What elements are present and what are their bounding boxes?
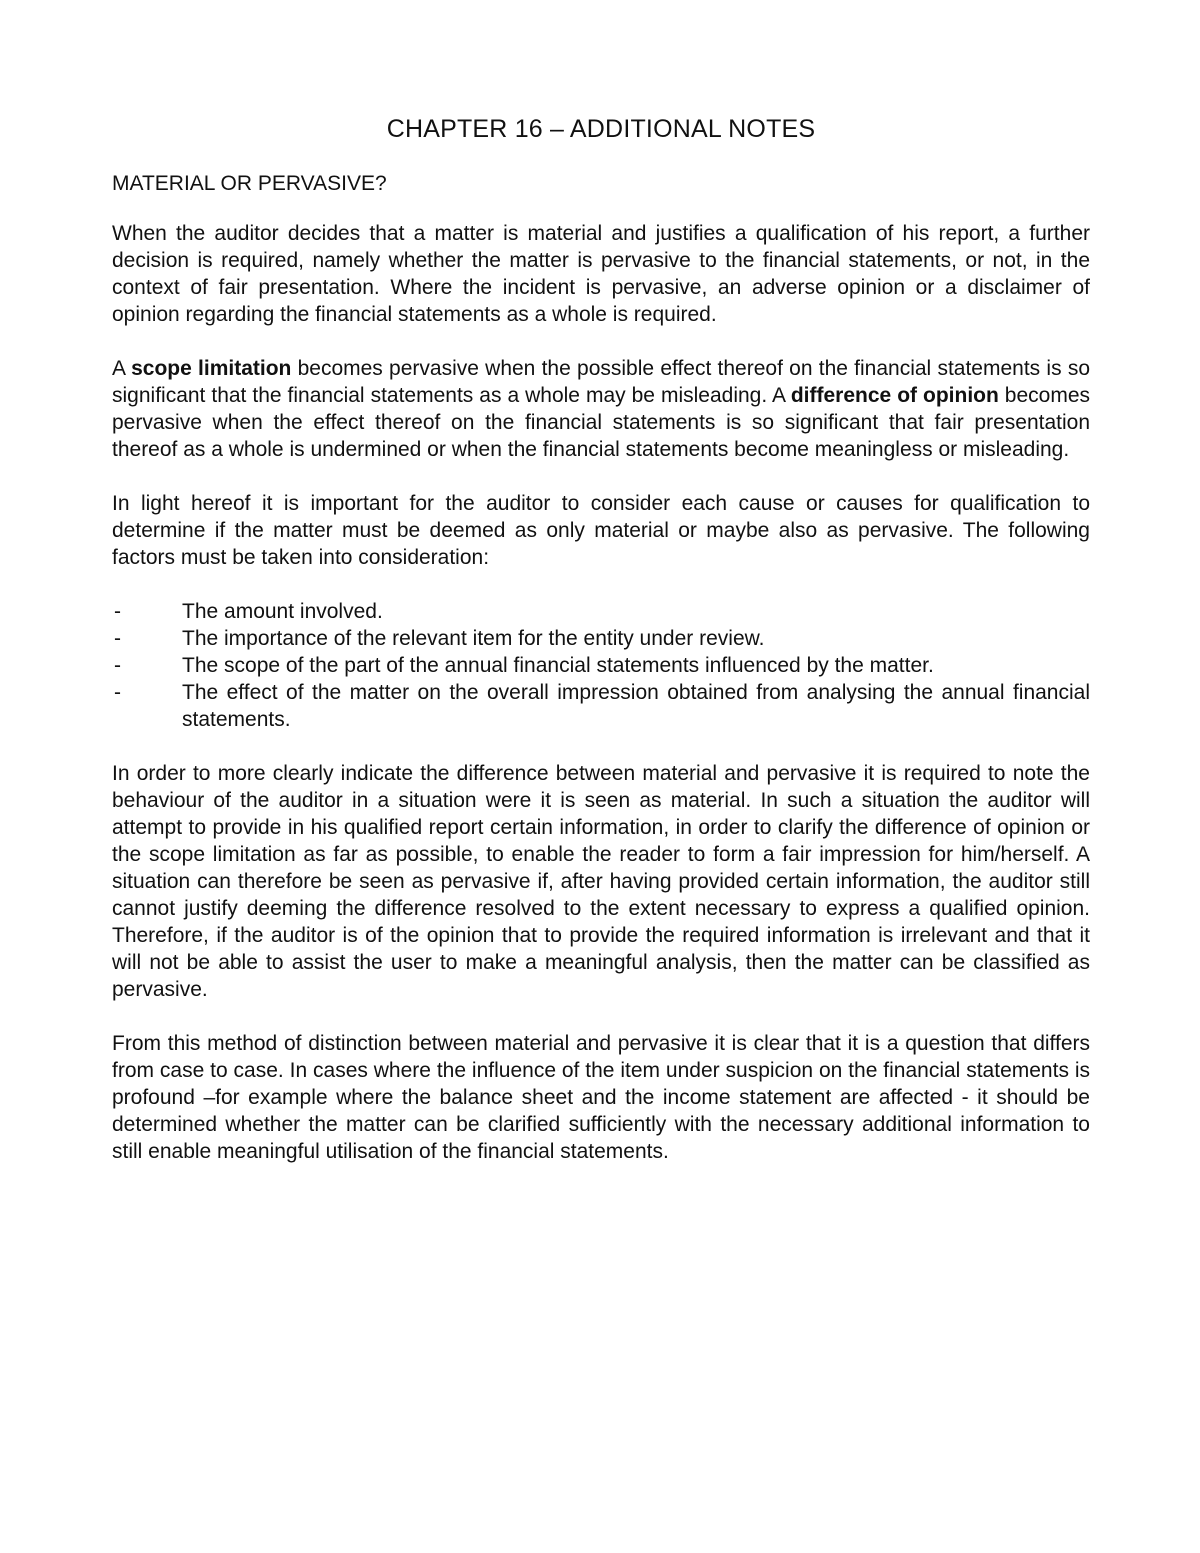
page-title: CHAPTER 16 – ADDITIONAL NOTES xyxy=(386,115,816,143)
difference-of-opinion-term: difference of opinion xyxy=(790,384,999,407)
paragraph-text: A xyxy=(112,357,132,380)
list-item-text: The amount involved. xyxy=(182,600,383,623)
list-item xyxy=(112,598,1090,625)
paragraph-intro: When the auditor decides that a matter is material and justifies a qualification of his report, a further decision is required, namely whether the matter is pervasive to the financial statements, or not, in the context of fair presentation. Where the incident is pervasive, an adverse opinion or a disclaimer of opinion regarding the financial statements as a whole is required. xyxy=(112,222,1090,326)
list-item xyxy=(112,625,1090,652)
list-item-text: The scope of the part of the annual financial statements influenced by the matter. xyxy=(182,654,934,677)
list-item xyxy=(112,679,1090,733)
paragraph-definitions xyxy=(112,355,1090,463)
dash-bullet: - xyxy=(114,654,121,677)
paragraph-behaviour: In order to more clearly indicate the difference between material and pervasive it is required to note the behaviour of the auditor in a situation were it is seen as material. In such a situation the auditor will attempt to provide in his qualified report certain information, in order to clarify the difference of opinion or the scope limitation as far as possible, to enable the reader to form a fair impression for him/herself. A situation can therefore be seen as pervasive if, after having provided certain information, the auditor still cannot justify deeming the difference resolved to the extent necessary to express a qualified opinion. Therefore, if the auditor is of the opinion that to provide the required information is irrelevant and that it will not be able to assist the user to make a meaningful analysis, then the matter can be classified as pervasive. xyxy=(112,762,1090,1001)
document-page xyxy=(112,110,1090,1192)
scope-limitation-term: scope limitation xyxy=(131,357,292,380)
list-item xyxy=(112,652,1090,679)
factors-list xyxy=(112,598,1090,733)
paragraph-text: becomes pervasive when the effect thereof on the financial statements is so significant that fair presentation thereof as a whole is undermined or when the financial statements become meaningless or misleading. xyxy=(112,384,1091,461)
dash-bullet: - xyxy=(114,600,121,623)
list-item-text: The effect of the matter on the overall impression obtained from analysing the annual financial statements. xyxy=(182,681,1090,731)
paragraph-conclusion: From this method of distinction between material and pervasive it is clear that it is a question that differs from case to case. In cases where the influence of the item under suspicion on the financial statements is profound –for example where the balance sheet and the income statement are affected - it should be determined whether the matter can be clarified sufficiently with the necessary additional information to still enable meaningful utilisation of the financial statements. xyxy=(112,1032,1090,1163)
paragraph-factors-intro: In light hereof it is important for the auditor to consider each cause or causes for qualification to determine if the matter must be deemed as only material or maybe also as pervasive. The following factors must be taken into consideration: xyxy=(112,492,1090,569)
section-heading: MATERIAL OR PERVASIVE? xyxy=(112,172,387,195)
dash-bullet: - xyxy=(114,627,121,650)
dash-bullet: - xyxy=(114,681,121,704)
paragraph-text: becomes pervasive when the possible effect thereof on the financial statements is so significant that the financial statements as a whole may be misleading. A xyxy=(112,357,1090,407)
list-item-text: The importance of the relevant item for the entity under review. xyxy=(182,627,765,650)
